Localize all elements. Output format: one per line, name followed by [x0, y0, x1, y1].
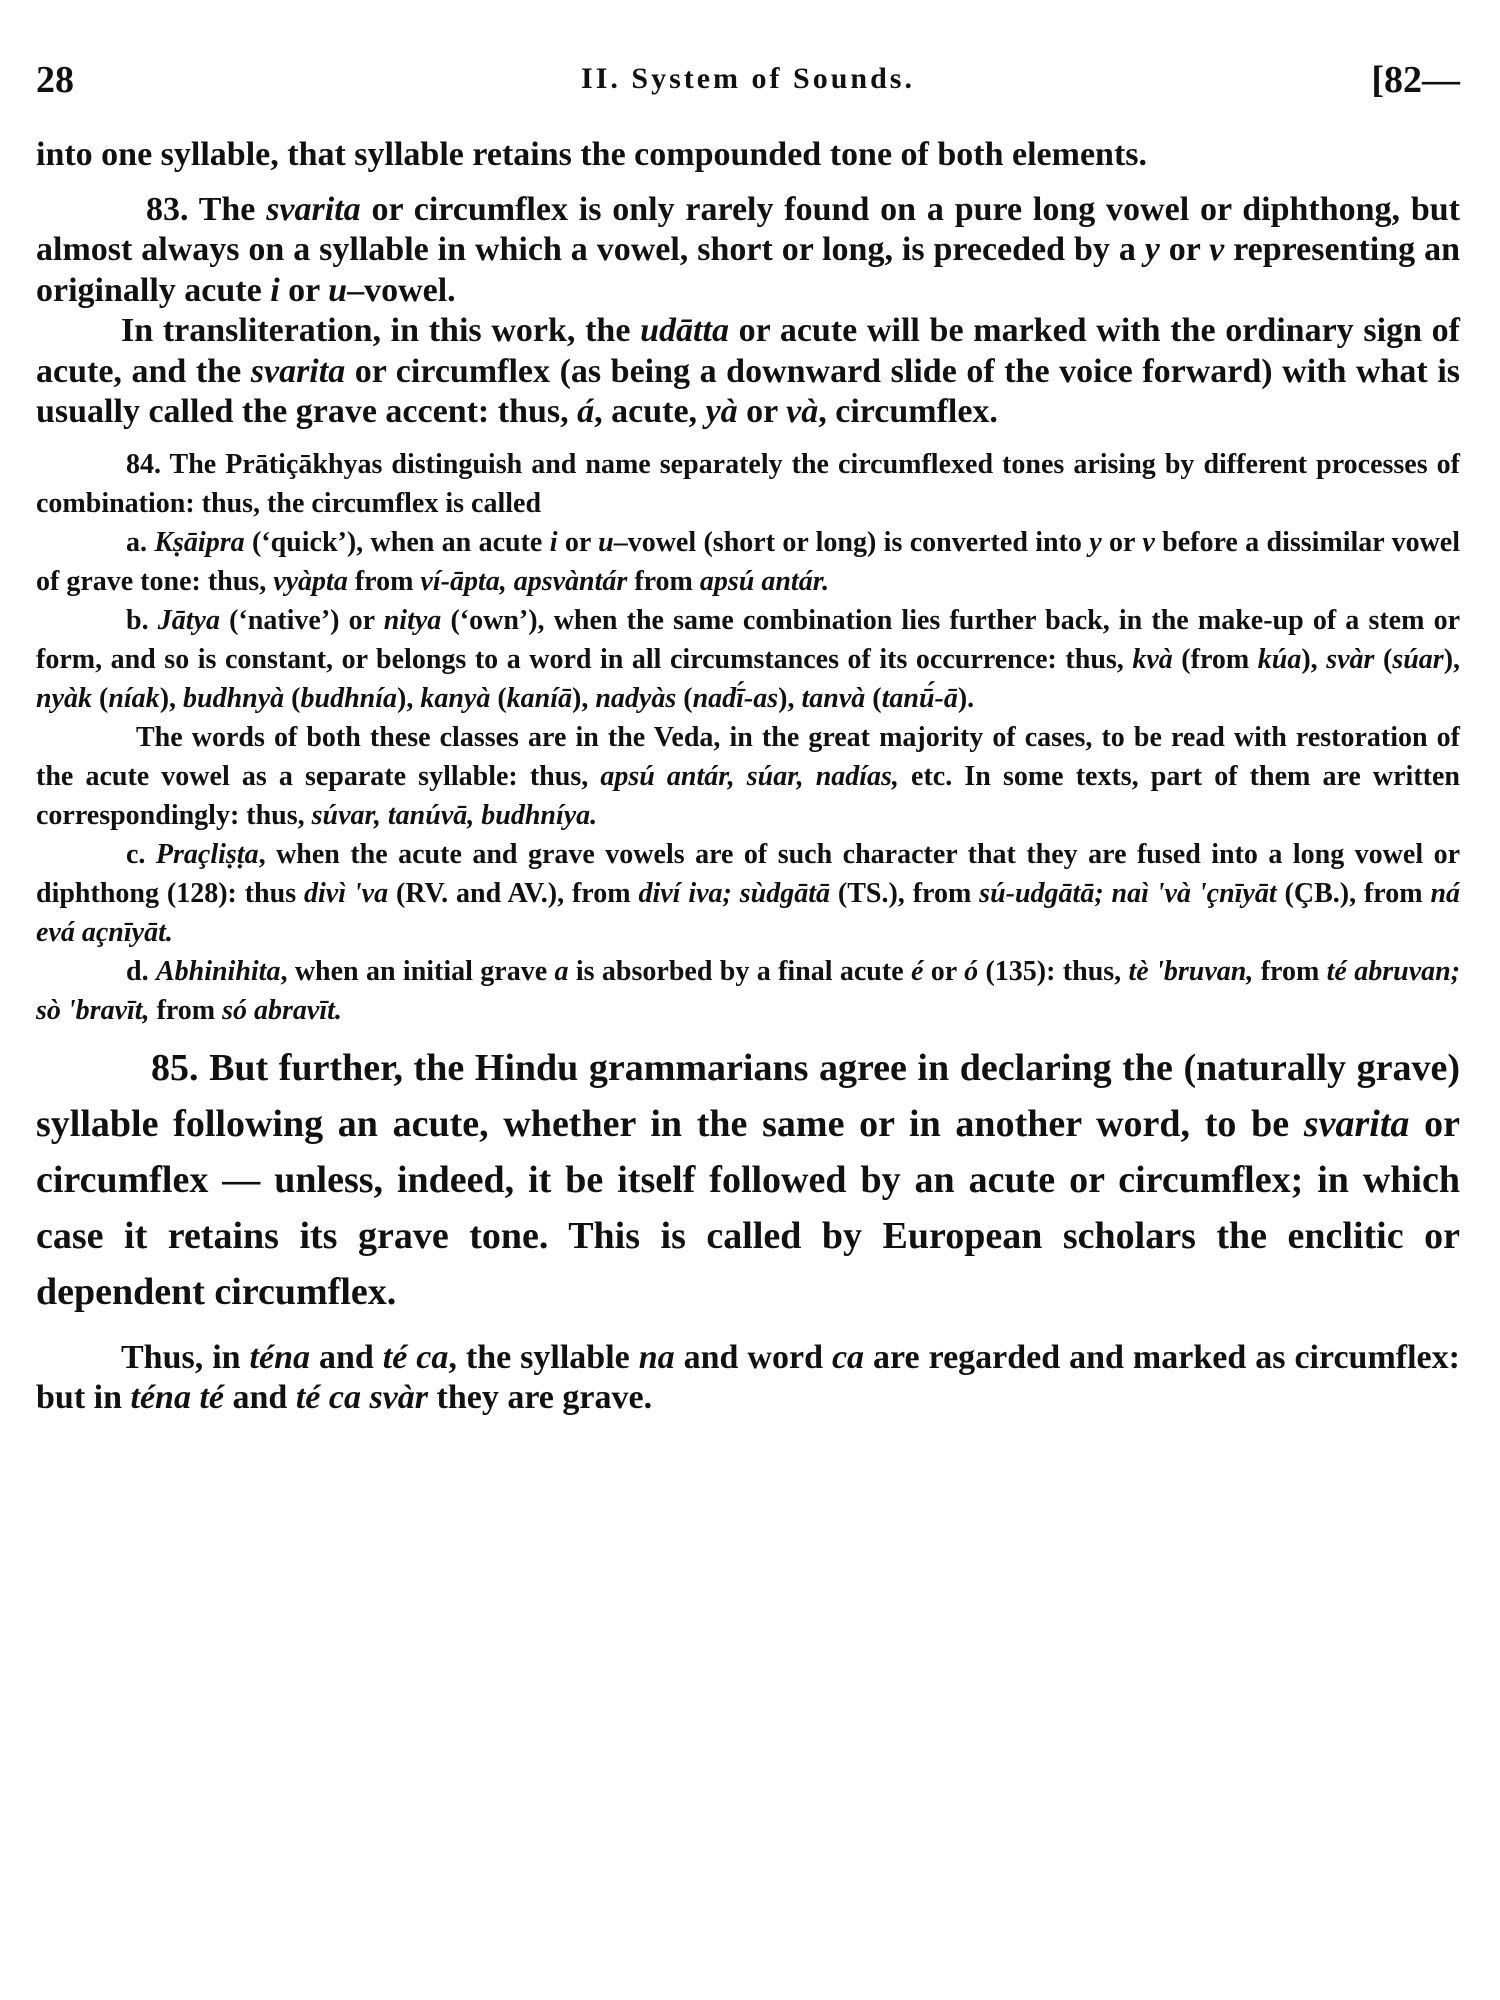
- paragraph-number: 84.: [126, 448, 161, 480]
- intro-paragraph: into one syllable, that syllable retains the compounded tone of both elements.: [36, 136, 1148, 173]
- paragraph-83: 83. The svarita or circumflex is only rarely found on a pure long vowel or diphthong, but almost always on a syllable in which a vowel, short or long, is preceded by a y or v representing an originally acute i or u–vowel.: [36, 190, 1460, 309]
- paragraph-84-note: The words of both these classes are in the Veda, in the great majority of cases, to be read with restoration of the acute vowel as a separate syllable: thus, apsú antár, súar, nadías, etc. In some texts, part of them are written correspondingly: thus, súvar, tanúvā, budhníya.: [36, 721, 1460, 831]
- chapter-title: II. System of Sounds.: [581, 62, 915, 95]
- paragraph-85-example: Thus, in téna and té ca, the syllable na and word ca are regarded and marked as circumflex: but in téna té and té ca svàr they are grave.: [36, 1338, 1460, 1416]
- paragraph-83-transliteration: In transliteration, in this work, the udātta or acute will be marked with the ordinary sign of acute, and the svarita or circumflex (as being a downward slide of the voice forward) with what is usually called the grave accent: thus, á, acute, yà or và, circumflex.: [36, 312, 1460, 430]
- page-number: 28: [36, 59, 74, 101]
- paragraph-84: 84. The Prātiçākhyas distinguish and name separately the circumflexed tones arising by different processes of combination: thus, the circumflex is called: [36, 448, 1460, 519]
- paragraph-number: 85.: [151, 1046, 199, 1089]
- page-body: [36, 135, 1460, 1419]
- cross-reference: 135: [994, 955, 1037, 987]
- paragraph-84-b: b. Jātya (‘native’) or nitya (‘own’), when the same combination lies further back, in the make-up of a stem or form, and so is constant, or belongs to a word in all circumstances of its occurrence: thus, kvà (from kúa), svàr (súar), nyàk (níak), budhnyà (budhnía), kanyà (kaníā), nadyàs (nadī́-as), tanvà (tanū́-ā).: [36, 604, 1461, 714]
- paragraph-84-d: d. Abhinihita, when an initial grave a is absorbed by a final acute é or ó (135): thus, tè 'bruvan, from té abruvan; sò 'bravīt, from só abravīt.: [36, 955, 1461, 1026]
- paragraph-number: 83.: [146, 190, 189, 228]
- cross-reference: 128: [176, 877, 219, 909]
- paragraph-84-a: a. Kṣāipra (‘quick’), when an acute i or u–vowel (short or long) is converted into y or v before a dissimilar vowel of grave tone: thus, vyàpta from ví-āpta, apsvàntár from apsú antár.: [36, 526, 1461, 597]
- paragraph-85: 85. But further, the Hindu grammarians agree in declaring the (naturally grave) syllable following an acute, whether in the same or in another word, to be svarita or circumflex — unless, indeed, it be itself followed by an acute or circumflex; in which case it retains its grave tone. This is called by European scholars the enclitic or dependent circumflex.: [36, 1046, 1460, 1313]
- paragraph-84-c: c. Praçliṣṭa, when the acute and grave vowels are of such character that they are fused into a long vowel or diphthong (128): thus divì 'va (RV. and AV.), from diví iva; sùdgātā (TS.), from sú-udgātā; naì 'và 'çnīyāt (ÇB.), from ná evá açnīyāt.: [36, 838, 1461, 948]
- running-header: [36, 58, 1460, 108]
- section-reference: [82—: [1371, 59, 1460, 101]
